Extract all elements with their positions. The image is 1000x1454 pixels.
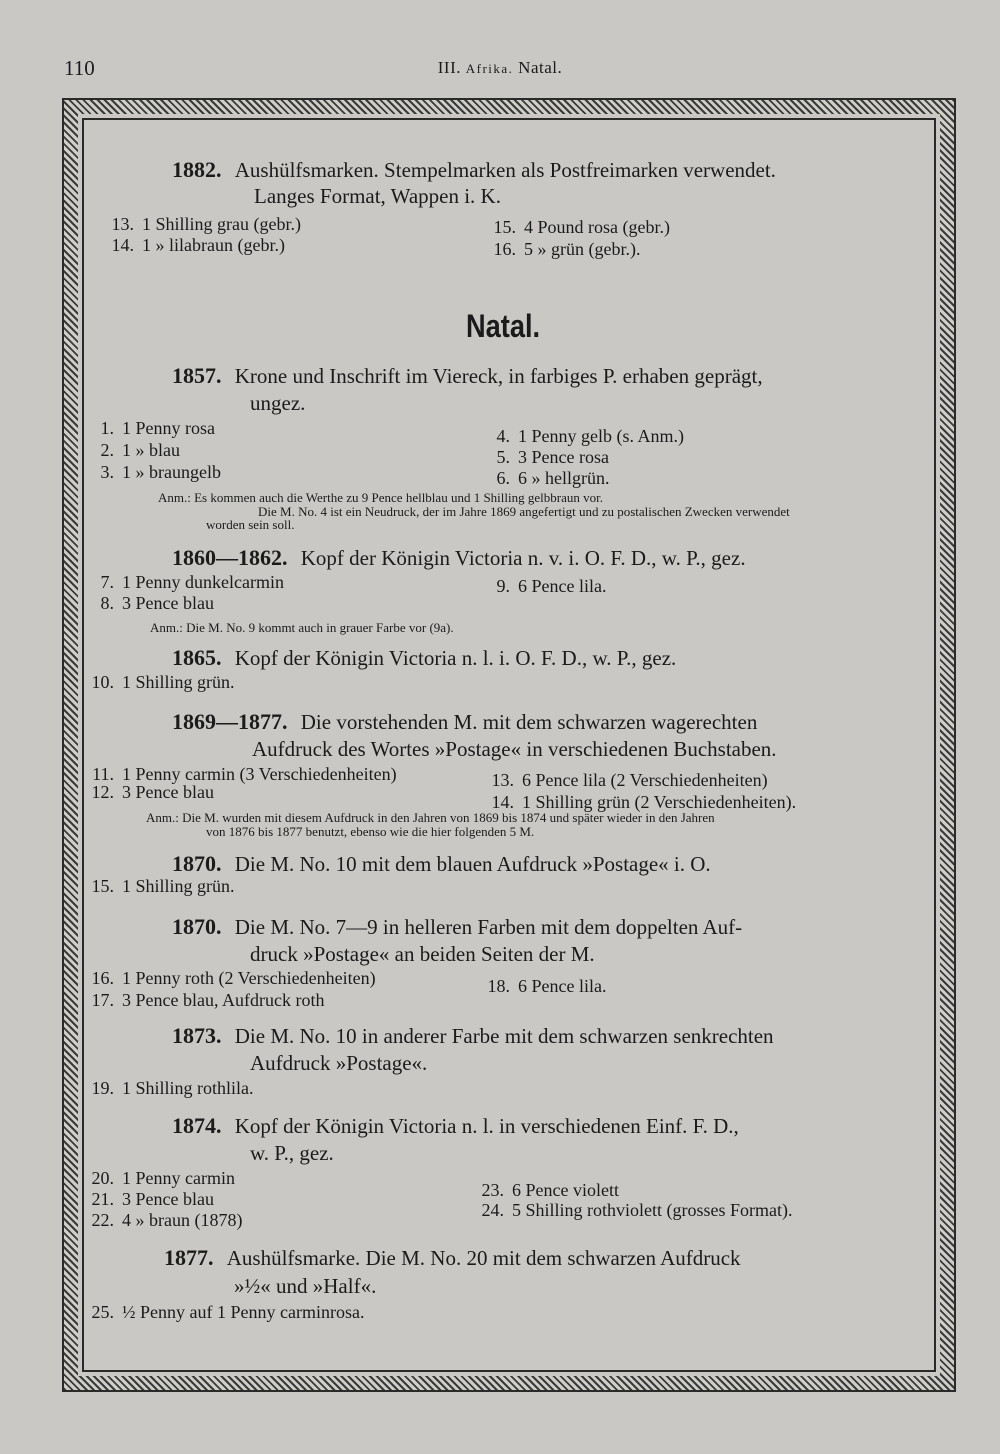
issue-1870a-heading: 1870. Die M. No. 10 mit dem blauen Aufdruck »Postage« i. O. <box>172 851 711 876</box>
list-item: 3. 1 » braungelb <box>100 462 221 482</box>
list-item: 12. 3 Pence blau <box>91 782 214 802</box>
list-item: 15. 4 Pound rosa (gebr.) <box>493 217 670 237</box>
issue-1870b-subheading: druck »Postage« an beiden Seiten der M. <box>250 942 595 966</box>
list-item: 19. 1 Shilling rothlila. <box>91 1078 254 1098</box>
footnote: Die M. No. 4 ist ein Neudruck, der im Jahre 1869 angefertigt und zu postalischen Zwecken verwendet <box>258 504 790 519</box>
list-item: 21. 3 Pence blau <box>91 1189 214 1209</box>
issue-1869-heading: 1869—1877. Die vorstehenden M. mit dem schwarzen wagerechten <box>172 709 758 734</box>
issue-1870b-heading: 1870. Die M. No. 7—9 in helleren Farben mit dem doppelten Auf- <box>172 914 743 939</box>
issue-1873-heading: 1873. Die M. No. 10 in anderer Farbe mit dem schwarzen senkrechten <box>172 1023 774 1048</box>
list-item: 20. 1 Penny carmin <box>91 1168 235 1188</box>
footnote: Anm.: Die M. wurden mit diesem Aufdruck in den Jahren von 1869 bis 1874 und später wieder in den Jahren <box>146 810 715 825</box>
issue-1874-subheading: w. P., gez. <box>250 1141 334 1165</box>
issue-1865-heading: 1865. Kopf der Königin Victoria n. l. i. O. F. D., w. P., gez. <box>172 645 677 670</box>
list-item: 17. 3 Pence blau, Aufdruck roth <box>91 990 325 1010</box>
list-item: 6. 6 » hellgrün. <box>496 468 610 488</box>
issue-1869-subheading: Aufdruck des Wortes »Postage« in verschiedenen Buchstaben. <box>252 737 777 761</box>
issue-1857-subheading: ungez. <box>250 391 306 415</box>
list-item: 25. ½ Penny auf 1 Penny carminrosa. <box>91 1302 365 1322</box>
footnote: Anm.: Es kommen auch die Werthe zu 9 Pence hellblau und 1 Shilling gelbbraun vor. <box>158 490 603 505</box>
list-item: 23. 6 Pence violett <box>481 1180 619 1200</box>
list-item: 15. 1 Shilling grün. <box>91 876 235 896</box>
list-item: 14. 1 » lilabraun (gebr.) <box>111 235 285 255</box>
list-item: 9. 6 Pence lila. <box>496 576 607 596</box>
page-header <box>0 56 1000 86</box>
issue-1877-heading: 1877. Aushülfsmarke. Die M. No. 20 mit dem schwarzen Aufdruck <box>164 1245 741 1270</box>
list-item: 16. 1 Penny roth (2 Verschiedenheiten) <box>91 968 376 988</box>
issue-1882-subheading: Langes Format, Wappen i. K. <box>254 184 501 208</box>
issue-1873-subheading: Aufdruck »Postage«. <box>250 1051 428 1075</box>
list-item: 1. 1 Penny rosa <box>100 418 215 438</box>
list-item: 13. 6 Pence lila (2 Verschiedenheiten) <box>491 770 768 790</box>
list-item: 5. 3 Pence rosa <box>496 447 609 467</box>
running-title: III. Afrika. Natal. <box>437 58 563 77</box>
issue-1877-subheading: »½« und »Half«. <box>234 1274 377 1298</box>
footnote: Anm.: Die M. No. 9 kommt auch in grauer Farbe vor (9a). <box>150 620 454 635</box>
footnote: worden sein soll. <box>206 517 295 532</box>
list-item: 4. 1 Penny gelb (s. Anm.) <box>496 426 684 446</box>
issue-1882-heading: 1882. Aushülfsmarken. Stempelmarken als Postfreimarken verwendet. <box>172 157 776 182</box>
list-item: 13. 1 Shilling grau (gebr.) <box>111 214 301 234</box>
issue-1874-heading: 1874. Kopf der Königin Victoria n. l. in verschiedenen Einf. F. D., <box>172 1113 739 1138</box>
list-item: 2. 1 » blau <box>100 440 180 460</box>
list-item: 14. 1 Shilling grün (2 Verschiedenheiten). <box>491 792 797 812</box>
list-item: 24. 5 Shilling rothviolett (grosses Format). <box>481 1200 793 1220</box>
list-item: 16. 5 » grün (gebr.). <box>493 239 641 259</box>
list-item: 11. 1 Penny carmin (3 Verschiedenheiten) <box>92 764 397 784</box>
list-item: 10. 1 Shilling grün. <box>91 672 235 692</box>
running-title-section: Afrika. <box>465 61 514 76</box>
footnote: von 1876 bis 1877 benutzt, ebenso wie die hier folgenden 5 M. <box>206 824 535 839</box>
list-item: 7. 1 Penny dunkelcarmin <box>100 572 284 592</box>
list-item: 22. 4 » braun (1878) <box>91 1210 243 1230</box>
issue-1857-heading: 1857. Krone und Inschrift im Viereck, in farbiges P. erhaben geprägt, <box>172 363 763 388</box>
list-item: 8. 3 Pence blau <box>100 593 214 613</box>
section-title: Natal. <box>466 308 541 344</box>
list-item: 18. 6 Pence lila. <box>487 976 607 996</box>
page-number: 110 <box>64 56 95 80</box>
issue-1860-heading: 1860—1862. Kopf der Königin Victoria n. v. i. O. F. D., w. P., gez. <box>172 545 746 570</box>
